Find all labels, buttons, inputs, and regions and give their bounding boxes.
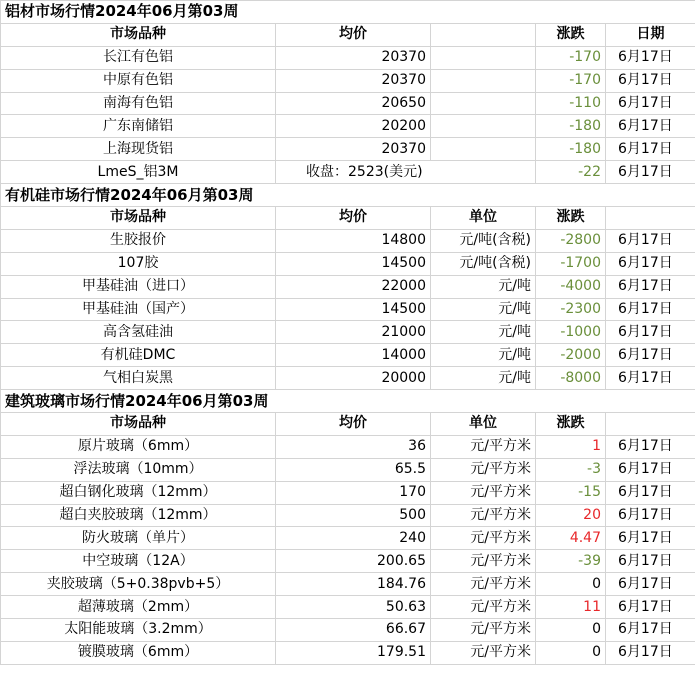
item-date[interactable]: 6月17日 (606, 115, 695, 138)
item-unit[interactable]: 元/吨(含税) (431, 229, 536, 252)
item-unit[interactable]: 元/吨 (431, 298, 536, 321)
item-name[interactable]: 长江有色铝 (1, 46, 276, 69)
item-date[interactable]: 6月17日 (606, 550, 695, 573)
table-row (1, 298, 695, 321)
item-change[interactable]: -8000 (536, 367, 606, 390)
item-price[interactable]: 14500 (276, 298, 431, 321)
item-name[interactable]: 浮法玻璃（10mm） (1, 458, 276, 481)
item-change[interactable]: 0 (536, 619, 606, 642)
table-row (1, 115, 695, 138)
item-change[interactable]: 20 (536, 504, 606, 527)
item-name[interactable]: 气相白炭黑 (1, 367, 276, 390)
item-price[interactable]: 14500 (276, 252, 431, 275)
item-unit[interactable]: 元/吨 (431, 321, 536, 344)
item-name[interactable]: 超白夹胶玻璃（12mm） (1, 504, 276, 527)
item-date[interactable]: 6月17日 (606, 161, 695, 184)
item-date[interactable]: 6月17日 (606, 298, 695, 321)
item-date[interactable]: 6月17日 (606, 344, 695, 367)
item-name[interactable]: 生胶报价 (1, 229, 276, 252)
item-change[interactable]: 11 (536, 596, 606, 619)
item-unit[interactable]: 元/平方米 (431, 573, 536, 596)
item-unit[interactable]: 元/吨 (431, 367, 536, 390)
item-unit[interactable]: 元/平方米 (431, 435, 536, 458)
item-change[interactable]: -180 (536, 138, 606, 161)
item-unit[interactable]: 元/平方米 (431, 641, 536, 664)
table-row (1, 619, 695, 642)
item-price[interactable]: 14000 (276, 344, 431, 367)
item-name[interactable]: 中原有色铝 (1, 69, 276, 92)
header-change[interactable]: 涨跌 (536, 23, 606, 46)
item-change[interactable]: -22 (536, 161, 606, 184)
header-price[interactable]: 均价 (276, 413, 431, 436)
item-name[interactable]: 原片玻璃（6mm） (1, 435, 276, 458)
item-name[interactable]: 高含氢硅油 (1, 321, 276, 344)
item-unit[interactable]: 元/平方米 (431, 458, 536, 481)
item-price[interactable]: 66.67 (276, 619, 431, 642)
item-date[interactable]: 6月17日 (606, 275, 695, 298)
item-price[interactable]: 50.63 (276, 596, 431, 619)
item-price[interactable]: 20370 (276, 69, 431, 92)
item-change[interactable]: 0 (536, 641, 606, 664)
item-date[interactable]: 6月17日 (606, 641, 695, 664)
section-title-row (1, 1, 695, 24)
item-date[interactable]: 6月17日 (606, 92, 695, 115)
item-price[interactable]: 500 (276, 504, 431, 527)
item-name[interactable]: 夹胶玻璃（5+0.38pvb+5） (1, 573, 276, 596)
item-name[interactable]: 防火玻璃（单片） (1, 527, 276, 550)
item-change[interactable]: -170 (536, 69, 606, 92)
item-change[interactable]: 1 (536, 435, 606, 458)
item-unit[interactable]: 元/平方米 (431, 527, 536, 550)
item-unit[interactable]: 元/平方米 (431, 481, 536, 504)
item-price[interactable]: 20000 (276, 367, 431, 390)
table-row (1, 252, 695, 275)
item-name[interactable]: 有机硅DMC (1, 344, 276, 367)
table-row (1, 550, 695, 573)
item-change[interactable]: -170 (536, 46, 606, 69)
header-date[interactable]: 日期 (606, 23, 695, 46)
item-price[interactable]: 20650 (276, 92, 431, 115)
section-title[interactable]: 建筑玻璃市场行情2024年06月第03周 (1, 390, 695, 413)
item-change[interactable]: -15 (536, 481, 606, 504)
table-row (1, 321, 695, 344)
item-change[interactable]: -2300 (536, 298, 606, 321)
item-date[interactable]: 6月17日 (606, 69, 695, 92)
section-title-row (1, 390, 695, 413)
item-name[interactable]: 甲基硅油（进口） (1, 275, 276, 298)
header-empty[interactable] (606, 207, 695, 230)
item-price[interactable]: 20370 (276, 46, 431, 69)
table-row (1, 481, 695, 504)
section-title-row (1, 184, 695, 207)
item-date[interactable]: 6月17日 (606, 458, 695, 481)
item-name[interactable]: LmeS_铝3M (1, 161, 276, 184)
table-row (1, 69, 695, 92)
item-price[interactable]: 14800 (276, 229, 431, 252)
item-price[interactable]: 184.76 (276, 573, 431, 596)
table-row (1, 504, 695, 527)
header-row (1, 207, 695, 230)
item-name[interactable]: 南海有色铝 (1, 92, 276, 115)
table-row (1, 573, 695, 596)
item-date[interactable]: 6月17日 (606, 596, 695, 619)
item-unit[interactable] (431, 115, 536, 138)
table-row (1, 458, 695, 481)
item-unit[interactable]: 元/平方米 (431, 550, 536, 573)
item-price[interactable]: 65.5 (276, 458, 431, 481)
item-unit[interactable]: 元/吨 (431, 275, 536, 298)
header-name[interactable]: 市场品种 (1, 207, 276, 230)
item-name[interactable]: 超薄玻璃（2mm） (1, 596, 276, 619)
item-date[interactable]: 6月17日 (606, 435, 695, 458)
table-row (1, 596, 695, 619)
item-date[interactable]: 6月17日 (606, 481, 695, 504)
item-price[interactable]: 22000 (276, 275, 431, 298)
item-price[interactable]: 20200 (276, 115, 431, 138)
section-title[interactable]: 铝材市场行情2024年06月第03周 (1, 1, 695, 24)
item-name[interactable]: 上海现货铝 (1, 138, 276, 161)
item-change[interactable]: 4.47 (536, 527, 606, 550)
table-row (1, 527, 695, 550)
item-price[interactable]: 170 (276, 481, 431, 504)
item-unit[interactable]: 元/吨 (431, 344, 536, 367)
item-date[interactable]: 6月17日 (606, 573, 695, 596)
item-change[interactable]: -3 (536, 458, 606, 481)
table-row (1, 92, 695, 115)
item-change[interactable]: -4000 (536, 275, 606, 298)
item-date[interactable]: 6月17日 (606, 367, 695, 390)
header-empty[interactable] (606, 413, 695, 436)
header-empty[interactable] (431, 23, 536, 46)
item-unit[interactable] (431, 138, 536, 161)
item-price[interactable]: 240 (276, 527, 431, 550)
item-unit[interactable]: 元/平方米 (431, 619, 536, 642)
table-row (1, 435, 695, 458)
item-unit[interactable]: 元/平方米 (431, 596, 536, 619)
item-unit[interactable] (431, 69, 536, 92)
header-name[interactable]: 市场品种 (1, 413, 276, 436)
item-change[interactable]: -2800 (536, 229, 606, 252)
table-row (1, 229, 695, 252)
header-change[interactable]: 涨跌 (536, 207, 606, 230)
price-table-body (1, 1, 695, 665)
header-name[interactable]: 市场品种 (1, 23, 276, 46)
table-row (1, 641, 695, 664)
item-date[interactable]: 6月17日 (606, 321, 695, 344)
table-row (1, 161, 695, 184)
table-row (1, 138, 695, 161)
item-name[interactable]: 镀膜玻璃（6mm） (1, 641, 276, 664)
item-name[interactable]: 广东南储铝 (1, 115, 276, 138)
table-row (1, 367, 695, 390)
table-row (1, 344, 695, 367)
item-change[interactable]: 0 (536, 573, 606, 596)
header-unit[interactable]: 单位 (431, 207, 536, 230)
item-name[interactable]: 中空玻璃（12A） (1, 550, 276, 573)
item-date[interactable]: 6月17日 (606, 619, 695, 642)
item-unit[interactable] (431, 46, 536, 69)
item-change[interactable]: -39 (536, 550, 606, 573)
item-change[interactable]: -1700 (536, 252, 606, 275)
header-price[interactable]: 均价 (276, 207, 431, 230)
item-price[interactable]: 21000 (276, 321, 431, 344)
item-date[interactable]: 6月17日 (606, 504, 695, 527)
item-change[interactable]: -1000 (536, 321, 606, 344)
header-row (1, 413, 695, 436)
item-date[interactable]: 6月17日 (606, 527, 695, 550)
item-name[interactable]: 太阳能玻璃（3.2mm） (1, 619, 276, 642)
item-date[interactable]: 6月17日 (606, 229, 695, 252)
item-date[interactable]: 6月17日 (606, 46, 695, 69)
item-note[interactable]: 收盘：2523(美元) (276, 161, 536, 184)
item-unit[interactable]: 元/平方米 (431, 504, 536, 527)
item-change[interactable]: -2000 (536, 344, 606, 367)
table-row (1, 46, 695, 69)
item-price[interactable]: 20370 (276, 138, 431, 161)
item-name[interactable]: 超白钢化玻璃（12mm） (1, 481, 276, 504)
header-row (1, 23, 695, 46)
item-name[interactable]: 甲基硅油（国产） (1, 298, 276, 321)
header-unit[interactable]: 单位 (431, 413, 536, 436)
item-date[interactable]: 6月17日 (606, 138, 695, 161)
header-price[interactable]: 均价 (276, 23, 431, 46)
item-price[interactable]: 200.65 (276, 550, 431, 573)
item-unit[interactable]: 元/吨(含税) (431, 252, 536, 275)
item-name[interactable]: 107胶 (1, 252, 276, 275)
item-change[interactable]: -110 (536, 92, 606, 115)
header-change[interactable]: 涨跌 (536, 413, 606, 436)
section-title[interactable]: 有机硅市场行情2024年06月第03周 (1, 184, 695, 207)
item-change[interactable]: -180 (536, 115, 606, 138)
table-row (1, 275, 695, 298)
item-price[interactable]: 179.51 (276, 641, 431, 664)
item-date[interactable]: 6月17日 (606, 252, 695, 275)
item-price[interactable]: 36 (276, 435, 431, 458)
item-unit[interactable] (431, 92, 536, 115)
